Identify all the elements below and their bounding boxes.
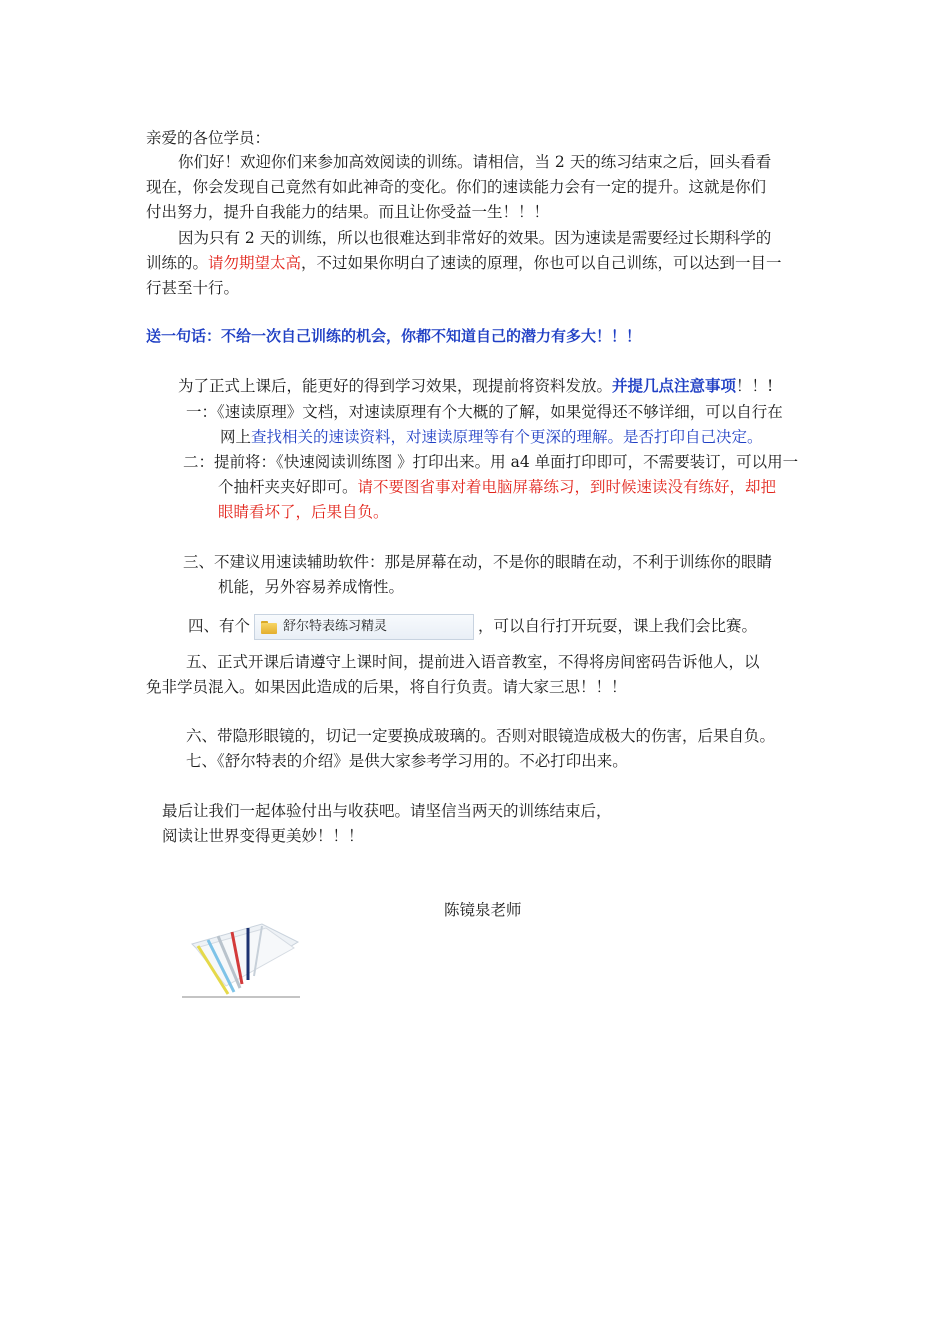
item-1-blue-text: 查找相关的速读资料，对速读原理等有个更深的理解。是否打印自己决定。: [251, 428, 763, 446]
intro-text: 为了正式上课后，能更好的得到学习效果，现提前将资料发放。: [178, 377, 613, 395]
item-4-text-a: 四、有个: [188, 617, 251, 635]
paragraph-2-line-3: 行甚至十行。: [146, 279, 240, 297]
p2-text-c: ，不过如果你明白了速读的原理，你也可以自己训练，可以达到一目一: [301, 254, 782, 272]
folder-icon: [261, 621, 277, 634]
item-3-line-1: 三、不建议用速读辅助软件：那是屏幕在动，不是你的眼睛在动，不利于训练你的眼睛: [183, 553, 773, 571]
item-2-warning: 请不要图省事对着电脑屏幕练习，到时候速读没有练好，却把: [357, 478, 777, 496]
item-3-line-2: 机能，另外容易养成惰性。: [218, 578, 405, 596]
item-1-line-2: [220, 425, 763, 449]
item-2-line-3: 眼睛看坏了，后果自负。: [218, 503, 389, 521]
closing-line-1: 最后让我们一起体验付出与收获吧。请坚信当两天的训练结束后，: [162, 802, 612, 820]
item-5-line-2: 免非学员混入。如果因此造成的后果，将自行负责。请大家三思！！！: [146, 678, 627, 696]
file-folders-image: [182, 922, 300, 998]
paragraph-1-line-3: 付出努力，提升自我能力的结果。而且让你受益一生！！！: [146, 203, 550, 221]
intro-line: [178, 374, 773, 398]
folder-label: 舒尔特表练习精灵: [283, 619, 388, 634]
signature: 陈镜泉老师: [444, 901, 522, 919]
paragraph-2-line-2: [146, 251, 782, 275]
paragraph-2-line-1: 因为只有 2 天的训练，所以也很难达到非常好的效果。因为速读是需要经过长期科学的: [178, 229, 772, 247]
p2-warning-highlight: 请勿期望太高: [208, 254, 302, 272]
item-5-line-1: 五、正式开课后请遵守上课时间，提前进入语音教室，不得将房间密码告诉他人，以: [186, 653, 760, 671]
item-1-text: 网上: [220, 428, 252, 446]
item-2-line-1: 二：提前将：《快速阅读训练图 》打印出来。用 a4 单面打印即可，不需要装订，可以用一: [183, 453, 799, 471]
paragraph-1-line-1: 你们好！欢迎你们来参加高效阅读的训练。请相信，当 2 天的练习结束之后，回头看看: [178, 153, 772, 171]
item-2-text: 个抽杆夹夹好即可。: [218, 478, 358, 496]
item-7: 七、《舒尔特表的介绍》是供大家参考学习用的。不必打印出来。: [186, 752, 628, 770]
motto: 送一句话：不给一次自己训练的机会，你都不知道自己的潜力有多大！！！: [146, 327, 642, 345]
p2-text-a: 训练的。: [146, 254, 209, 272]
schulte-folder-shortcut[interactable]: [254, 614, 474, 640]
item-6: 六、带隐形眼镜的，切记一定要换成玻璃的。否则对眼镜造成极大的伤害，后果自负。: [186, 727, 776, 745]
item-1-line-1: 一：《速读原理》文档，对速读原理有个大概的了解，如果觉得还不够详细，可以自行在: [186, 403, 783, 421]
intro-emphasis: 并提几点注意事项: [612, 377, 737, 395]
greeting: 亲爱的各位学员：: [146, 129, 271, 147]
intro-exclaim: ！！!: [736, 377, 774, 395]
folders-illustration: [182, 924, 300, 997]
item-2-line-2: [218, 475, 776, 499]
item-4-text-b: ，可以自行打开玩耍，课上我们会比赛。: [478, 617, 758, 635]
closing-line-2: 阅读让世界变得更美妙！！！: [162, 827, 364, 845]
paragraph-1-line-2: 现在，你会发现自己竟然有如此神奇的变化。你们的速读能力会有一定的提升。这就是你们: [146, 178, 767, 196]
item-4-line: [188, 614, 757, 640]
